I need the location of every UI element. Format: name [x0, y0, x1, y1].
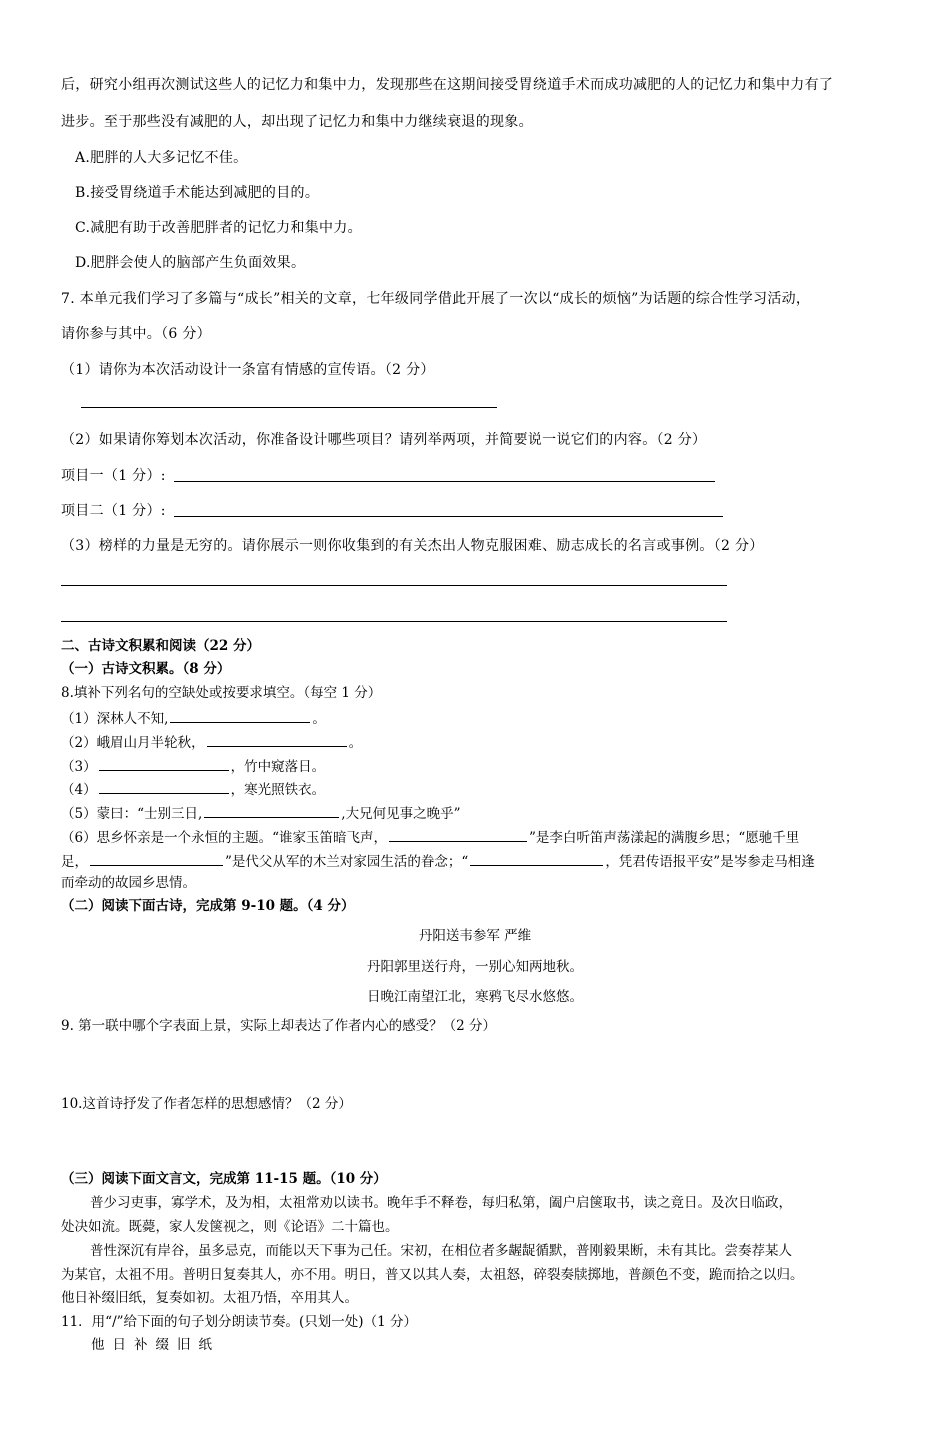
q6-option-d: D.肥胖会使人的脑部产生负面效果。: [75, 255, 306, 271]
poem-line-2: 日晚江南望江北，寒鸦飞尽水悠悠。: [367, 989, 583, 1005]
q6-text-line-2: 进步。至于那些没有减肥的人，却出现了记忆力和集中力继续衰退的现象。: [61, 114, 533, 130]
q6-option-c: C.减肥有助于改善肥胖者的记忆力和集中力。: [75, 220, 362, 236]
q8-4-blank[interactable]: [99, 779, 229, 794]
q7-item-1-answer-line[interactable]: [174, 481, 715, 482]
section-2-title: 二、古诗文积累和阅读（22 分）: [61, 638, 260, 654]
q8-6-text-b: ”是李白听笛声荡漾起的满腹乡思；“愿驰千里: [529, 830, 800, 846]
classical-para-2-line-1: 普性深沉有岸谷，虽多忌克，而能以天下事为己任。宋初，在相位者多龌龊循默，普刚毅果断，未有其比。尝奏荐某人: [90, 1243, 792, 1259]
poem-title: 丹阳送韦参军 严维: [418, 928, 532, 944]
q8-6-blank-1[interactable]: [389, 827, 527, 842]
q8-3-text: （3）: [61, 759, 97, 775]
q8-item-2: [61, 732, 362, 752]
classical-para-1-line-2: 处决如流。既薨，家人发箧视之，则《论语》二十篇也。: [61, 1219, 399, 1235]
q8-1-end: 。: [312, 711, 326, 727]
q7-stem-line-1: 7. 本单元我们学习了多篇与“成长”相关的文章，七年级同学借此开展了一次以“成长的烦恼”为话题的综合性学习活动，: [61, 291, 811, 307]
q8-5-text: （5）蒙曰：“士别三日,: [61, 806, 203, 822]
q8-item-3: [61, 756, 325, 776]
q8-item-5: [61, 803, 461, 823]
q7-item-2-answer-line[interactable]: [174, 516, 723, 517]
q8-6-text-d: ”是代父从军的木兰对家园生活的眷念；“: [225, 854, 469, 870]
q7-item-2-label: 项目二（1 分）:: [61, 503, 166, 519]
q8-item-6-line-1: [61, 827, 799, 847]
q7-part-3-answer-line-2[interactable]: [61, 621, 727, 622]
q8-6-text-e: ，凭君传语报平安”是岑参走马相逢: [605, 854, 815, 870]
section-2-sub-3: （三）阅读下面文言文，完成第 11-15 题。（10 分）: [61, 1171, 387, 1187]
q8-5-end: ,大兄何见事之晚乎”: [341, 806, 461, 822]
q8-5-blank[interactable]: [204, 803, 339, 818]
q6-text-line-1: 后，研究小组再次测试这些人的记忆力和集中力，发现那些在这期间接受胃绕道手术而成功减肥的人的记忆力和集中力有了: [61, 77, 834, 93]
q8-3-end: ，竹中窥落日。: [230, 759, 326, 775]
q7-item-1-label: 项目一（1 分）:: [61, 468, 166, 484]
q11-sentence[interactable]: 他日补缀旧纸: [91, 1337, 220, 1353]
q8-6-blank-3[interactable]: [470, 851, 603, 866]
q8-4-end: ，寒光照铁衣。: [230, 782, 326, 798]
q10-stem: 10.这首诗抒发了作者怎样的思想感情？（2 分）: [61, 1096, 352, 1112]
q8-item-1: [61, 708, 326, 728]
poem-line-1: 丹阳郭里送行舟，一别心知两地秋。: [367, 959, 583, 975]
q7-stem-line-2: 请你参与其中。（6 分）: [61, 326, 211, 342]
q8-item-6-line-3: 而牵动的故园乡思情。: [61, 875, 196, 891]
q8-6-text-a: （6）思乡怀亲是一个永恒的主题。“谁家玉笛暗飞声，: [61, 830, 387, 846]
q8-stem: 8.填补下列名句的空缺处或按要求填空。（每空 1 分）: [61, 685, 382, 701]
q8-3-blank[interactable]: [99, 756, 229, 771]
q8-2-text: （2）峨眉山月半轮秋，: [61, 735, 205, 751]
q8-4-text: （4）: [61, 782, 97, 798]
q9-stem: 9. 第一联中哪个字表面上景，实际上却表达了作者内心的感受？（2 分）: [61, 1018, 497, 1034]
q8-6-text-c: 足，: [61, 854, 88, 870]
q8-1-blank[interactable]: [170, 708, 310, 723]
q7-part-1-answer-line[interactable]: [81, 407, 497, 408]
section-2-sub-2: （二）阅读下面古诗，完成第 9-10 题。（4 分）: [61, 898, 355, 914]
q6-option-b: B.接受胃绕道手术能达到减肥的目的。: [75, 185, 320, 201]
classical-para-1-line-1: 普少习吏事，寡学术，及为相，太祖常劝以读书。晚年手不释卷，每归私第，阖户启箧取书，读之竟日。及次日临政，: [90, 1195, 792, 1211]
q8-1-text: （1）深林人不知,: [61, 711, 169, 727]
q8-2-blank[interactable]: [207, 732, 347, 747]
q11-stem: 11．用“/”给下面的句子划分朗读节奏。(只划一处)（1 分）: [61, 1314, 417, 1330]
classical-para-2-line-3: 他日补缀旧纸，复奏如初。太祖乃悟，卒用其人。: [61, 1290, 358, 1306]
section-2-sub-1: （一）古诗文积累。（8 分）: [61, 661, 231, 677]
q7-part-3-answer-line-1[interactable]: [61, 585, 727, 586]
classical-para-2-line-2: 为某官，太祖不用。普明日复奏其人，亦不用。明日，普又以其人奏，太祖怒，碎裂奏牍掷地，普颜色不变，跪而拾之以归。: [61, 1267, 804, 1283]
q6-option-a: A.肥胖的人大多记忆不佳。: [75, 150, 248, 166]
q7-part-1: （1）请你为本次活动设计一条富有情感的宣传语。（2 分）: [61, 362, 435, 378]
q8-item-6-line-2: [61, 851, 815, 871]
q7-part-2: （2）如果请你筹划本次活动，你准备设计哪些项目？请列举两项，并简要说一说它们的内容。（2 分）: [61, 432, 707, 448]
q8-item-4: [61, 779, 325, 799]
q8-2-end: 。: [348, 735, 363, 751]
q7-part-3: （3）榜样的力量是无穷的。请你展示一则你收集到的有关杰出人物克服困难、励志成长的名言或事例。（2 分）: [61, 538, 764, 554]
q8-6-blank-2[interactable]: [90, 851, 223, 866]
